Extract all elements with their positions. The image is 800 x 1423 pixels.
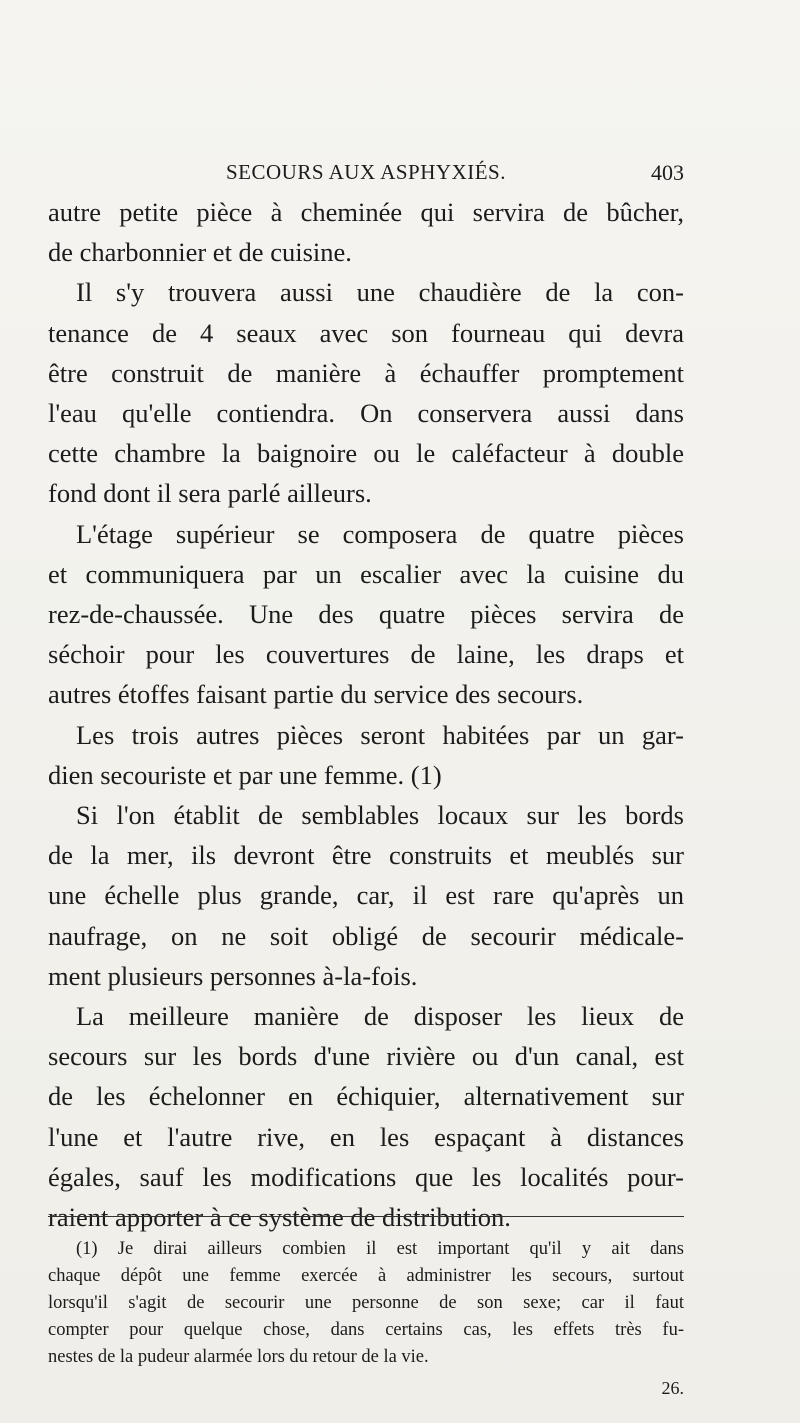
text-line: séchoir pour les couvertures de laine, les draps et — [48, 639, 684, 670]
text-line: Si l'on établit de semblables locaux sur les bords — [76, 800, 684, 831]
text-line: l'eau qu'elle contiendra. On conservera aussi dans — [48, 398, 684, 429]
footnote-line: nestes de la pudeur alarmée lors du retour de la vie. — [48, 1347, 429, 1367]
text-line: de la mer, ils devront être construits et meublés sur — [48, 840, 684, 871]
text-line: une échelle plus grande, car, il est rare qu'après un — [48, 880, 684, 911]
text-line: Les trois autres pièces seront habitées par un gar- — [76, 719, 684, 750]
text-line: raient apporter à ce système de distribution. — [48, 1202, 511, 1233]
text-line: La meilleure manière de disposer les lieux de — [76, 1001, 684, 1032]
text-line: de les échelonner en échiquier, alternativement sur — [48, 1081, 684, 1112]
text-line: égales, sauf les modifications que les localités pour- — [48, 1161, 684, 1192]
text-line: fond dont il sera parlé ailleurs. — [48, 478, 372, 509]
text-line: secours sur les bords d'une rivière ou d'un canal, est — [48, 1041, 684, 1072]
text-line: et communiquera par un escalier avec la cuisine du — [48, 558, 684, 589]
text-line: tenance de 4 seaux avec son fourneau qui devra — [48, 317, 684, 348]
footnote-line: compter pour quelque chose, dans certains cas, les effets très fu- — [48, 1320, 684, 1340]
text-line: de charbonnier et de cuisine. — [48, 237, 352, 268]
text-line: autres étoffes faisant partie du service des secours. — [48, 679, 584, 710]
text-line: Il s'y trouvera aussi une chaudière de la con- — [76, 277, 684, 308]
footnote — [48, 1236, 684, 1371]
text-line: l'une et l'autre rive, en les espaçant à distances — [48, 1121, 684, 1152]
text-line: naufrage, on ne soit obligé de secourir médicale- — [48, 920, 684, 951]
body-text — [48, 192, 684, 1237]
footnote-rule — [48, 1216, 684, 1217]
text-line: être construit de manière à échauffer promptement — [48, 357, 684, 388]
page-number: 403 — [651, 160, 684, 185]
footnote-line: chaque dépôt une femme exercée à administrer les secours, surtout — [48, 1266, 684, 1286]
text-line: autre petite pièce à cheminée qui servira de bûcher, — [48, 197, 684, 227]
text-line: ment plusieurs personnes à-la-fois. — [48, 960, 418, 991]
text-line: rez-de-chaussée. Une des quatre pièces servira de — [48, 599, 684, 630]
footnote-line: lorsqu'il s'agit de secourir une personne de son sexe; car il faut — [48, 1293, 684, 1313]
text-line: dien secouriste et par une femme. (1) — [48, 759, 442, 790]
footnote-line: (1) Je dirai ailleurs combien il est important qu'il y ait dans — [76, 1239, 684, 1259]
signature-mark: 26. — [661, 1378, 684, 1398]
text-line: cette chambre la baignoire ou le caléfacteur à double — [48, 438, 684, 469]
text-line: L'étage supérieur se composera de quatre pièces — [76, 518, 684, 549]
page-header — [48, 158, 684, 192]
running-head: SECOURS AUX ASPHYXIÉS. — [226, 160, 506, 184]
